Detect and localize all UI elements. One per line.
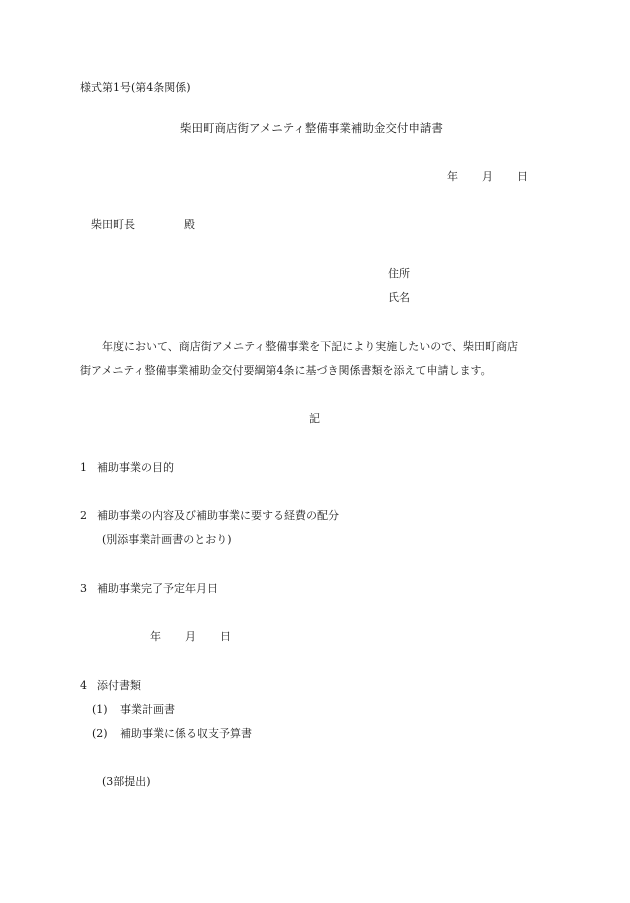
section-4-number: 4 xyxy=(80,679,87,692)
section-2-number: 2 xyxy=(80,509,87,522)
addressee-honorific: 殿 xyxy=(184,218,195,231)
form-number: 様式第1号(第4条関係) xyxy=(80,81,191,94)
section-3-month-label: 月 xyxy=(185,630,196,643)
body-line-1: 年度において、商店街アメニティ整備事業を下記により実施したいので、柴田町商店 xyxy=(102,340,519,353)
section-4-label: 添付書類 xyxy=(97,679,141,692)
attachment-item-1-label: 事業計画書 xyxy=(120,703,175,716)
applicant-address-label: 住所 xyxy=(388,267,410,280)
section-1-number: 1 xyxy=(80,461,87,474)
date-month-label: 月 xyxy=(482,170,493,183)
section-2-note: (別添事業計画書のとおり) xyxy=(102,533,232,546)
submission-note: (3部提出) xyxy=(102,775,151,788)
addressee-name: 柴田町長 xyxy=(91,218,135,231)
section-3-label: 補助事業完了予定年月日 xyxy=(97,582,218,595)
document-title: 柴田町商店街アメニティ整備事業補助金交付申請書 xyxy=(180,121,443,135)
attachment-item-2-number: (2) xyxy=(92,727,108,740)
section-3-day-label: 日 xyxy=(220,630,231,643)
section-3-year-label: 年 xyxy=(150,630,161,643)
attachment-item-2-label: 補助事業に係る収支予算書 xyxy=(120,727,252,740)
date-year-label: 年 xyxy=(447,170,458,183)
applicant-name-label: 氏名 xyxy=(388,291,410,304)
section-2-label: 補助事業の内容及び補助事業に要する経費の配分 xyxy=(97,509,339,522)
date-day-label: 日 xyxy=(517,170,528,183)
ki-heading: 記 xyxy=(309,412,320,425)
section-3-number: 3 xyxy=(80,582,87,595)
attachment-item-1-number: (1) xyxy=(92,703,108,716)
section-1-label: 補助事業の目的 xyxy=(97,461,174,474)
body-line-2: 街アメニティ整備事業補助金交付要綱第4条に基づき関係書類を添えて申請します。 xyxy=(80,364,492,377)
